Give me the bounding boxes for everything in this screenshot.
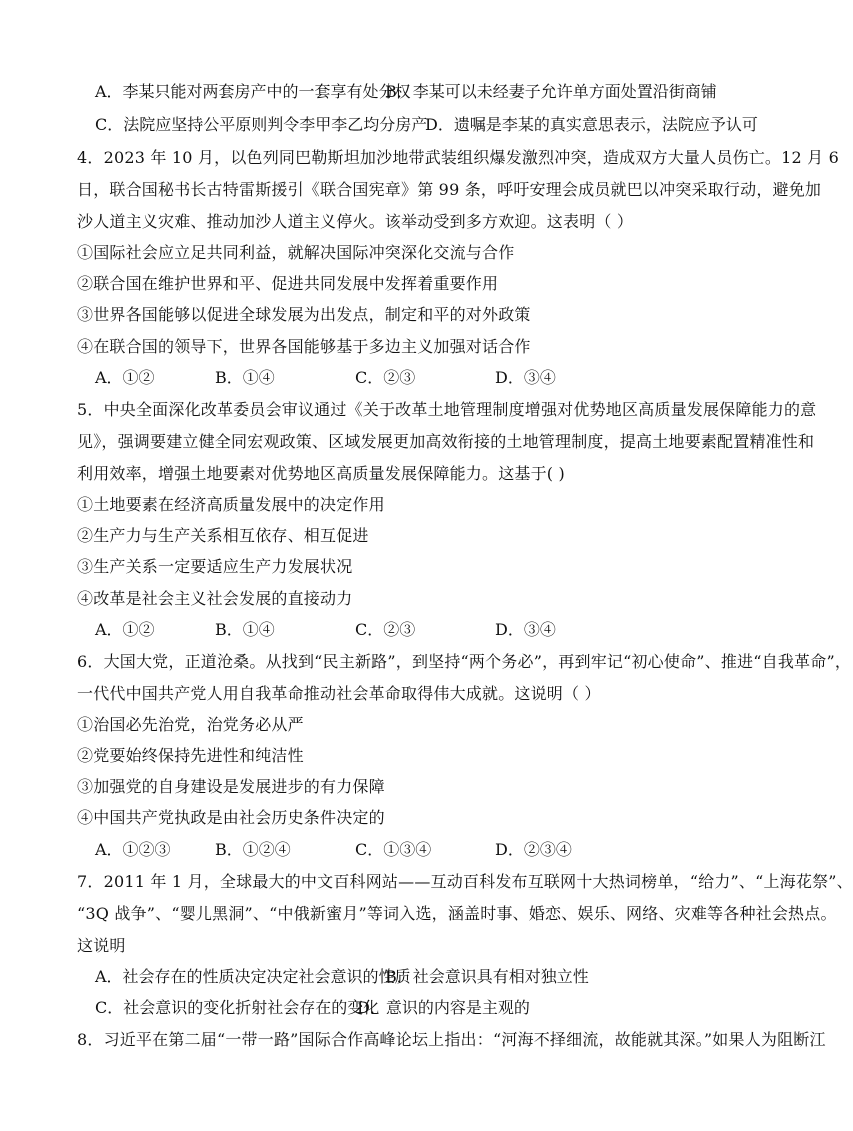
q5-option-a[interactable]: A．①②: [95, 620, 155, 639]
q7-stem-line-2: “3Q 战争”、“婴儿黑洞”、“中俄新蜜月”等词入选，涵盖时事、婚恋、娱乐、网络、灾难等各种社会热点。: [77, 904, 837, 923]
q4-stem-line-2: 日，联合国秘书长古特雷斯援引《联合国宪章》第 99 条，呼吁安理会成员就巴以冲突采取行动，避免加: [77, 180, 822, 199]
q4-stem-line-3: 沙人道主义灾难、推动加沙人道主义停火。该举动受到多方欢迎。这表明（ ）: [77, 212, 634, 231]
q5-stem-line-3: 利用效率，增强土地要素对优势地区高质量发展保障能力。这基于( ): [77, 464, 565, 483]
q7-option-b[interactable]: B．社会意识具有相对独立性: [385, 967, 589, 986]
q5-item-1: ①土地要素在经济高质量发展中的决定作用: [77, 495, 385, 514]
q7-option-a[interactable]: A．社会存在的性质决定决定社会意识的性质: [95, 967, 411, 986]
q6-option-d[interactable]: D．②③④: [495, 840, 572, 859]
q4-option-d[interactable]: D．③④: [495, 368, 556, 387]
q6-option-c[interactable]: C．①③④: [355, 840, 432, 859]
q5-stem-line-1: 5．中央全面深化改革委员会审议通过《关于改革土地管理制度增强对优势地区高质量发展保障能力的意: [77, 400, 817, 419]
q6-options: [95, 840, 735, 862]
q7-option-c[interactable]: C．社会意识的变化折射社会存在的变化: [95, 998, 380, 1017]
q4-item-2: ②联合国在维护世界和平、促进共同发展中发挥着重要作用: [77, 274, 499, 293]
q3-option-b[interactable]: B．李某可以未经妻子允许单方面处置沿街商铺: [385, 82, 717, 101]
q3-option-a[interactable]: A．李某只能对两套房产中的一套享有处分权: [95, 82, 411, 101]
q7-stem-line-3: 这说明: [77, 936, 126, 955]
q5-option-c[interactable]: C．②③: [355, 620, 416, 639]
q6-item-3: ③加强党的自身建设是发展进步的有力保障: [77, 777, 385, 796]
q6-stem-line-1: 6．大国大党，正道沧桑。从找到“民主新路”，到坚持“两个务必”，再到牢记“初心使命”、推进“自我革命”，: [77, 652, 852, 671]
q4-item-4: ④在联合国的领导下，世界各国能够基于多边主义加强对话合作: [77, 337, 531, 356]
q4-option-c[interactable]: C．②③: [355, 368, 416, 387]
q4-options: [95, 368, 735, 390]
q5-item-4: ④改革是社会主义社会发展的直接动力: [77, 589, 353, 608]
q3-option-c[interactable]: C．法院应坚持公平原则判令李甲李乙均分房产: [95, 115, 428, 134]
q4-option-a[interactable]: A．①②: [95, 368, 155, 387]
q5-option-d[interactable]: D．③④: [495, 620, 556, 639]
q4-item-3: ③世界各国能够以促进全球发展为出发点，制定和平的对外政策: [77, 305, 531, 324]
q6-option-b[interactable]: B．①②④: [215, 840, 291, 859]
q5-item-3: ③生产关系一定要适应生产力发展状况: [77, 557, 353, 576]
q7-option-row-1: [95, 967, 735, 989]
q6-item-1: ①治国必先治党，治党务必从严: [77, 715, 304, 734]
q3-option-d[interactable]: D．遗嘱是李某的真实意思表示，法院应予认可: [425, 115, 758, 134]
q6-option-a[interactable]: A．①②③: [95, 840, 171, 859]
q7-option-row-2: [95, 998, 735, 1020]
q5-item-2: ②生产力与生产关系相互依存、相互促进: [77, 526, 369, 545]
q4-item-1: ①国际社会应立足共同利益，就解决国际冲突深化交流与合作: [77, 243, 515, 262]
q3-option-row-2: [95, 115, 758, 137]
q5-stem-line-2: 见》，强调要建立健全同宏观政策、区域发展更加高效衔接的土地管理制度，提高土地要素配置精准性和: [77, 432, 815, 451]
q7-option-d[interactable]: D．意识的内容是主观的: [357, 998, 530, 1017]
q6-stem-line-2: 一代代中国共产党人用自我革命推动社会革命取得伟大成就。这说明（ ）: [77, 684, 601, 703]
q6-item-4: ④中国共产党执政是由社会历史条件决定的: [77, 808, 385, 827]
q8-stem-line-1: 8．习近平在第二届“一带一路”国际合作高峰论坛上指出：“河海不择细流，故能就其深。”如果人为阻断江: [77, 1030, 826, 1049]
q6-item-2: ②党要始终保持先进性和纯洁性: [77, 746, 304, 765]
q7-stem-line-1: 7．2011 年 1 月，全球最大的中文百科网站——互动百科发布互联网十大热词榜单，“给力”、“上海花祭”、: [77, 872, 853, 891]
q4-option-b[interactable]: B．①④: [215, 368, 275, 387]
q3-option-row-1: [95, 82, 735, 104]
q4-stem-line-1: 4．2023 年 10 月，以色列同巴勒斯坦加沙地带武装组织爆发激烈冲突，造成双方大量人员伤亡。12 月 6: [77, 148, 840, 167]
q5-option-b[interactable]: B．①④: [215, 620, 275, 639]
q5-options: [95, 620, 735, 642]
